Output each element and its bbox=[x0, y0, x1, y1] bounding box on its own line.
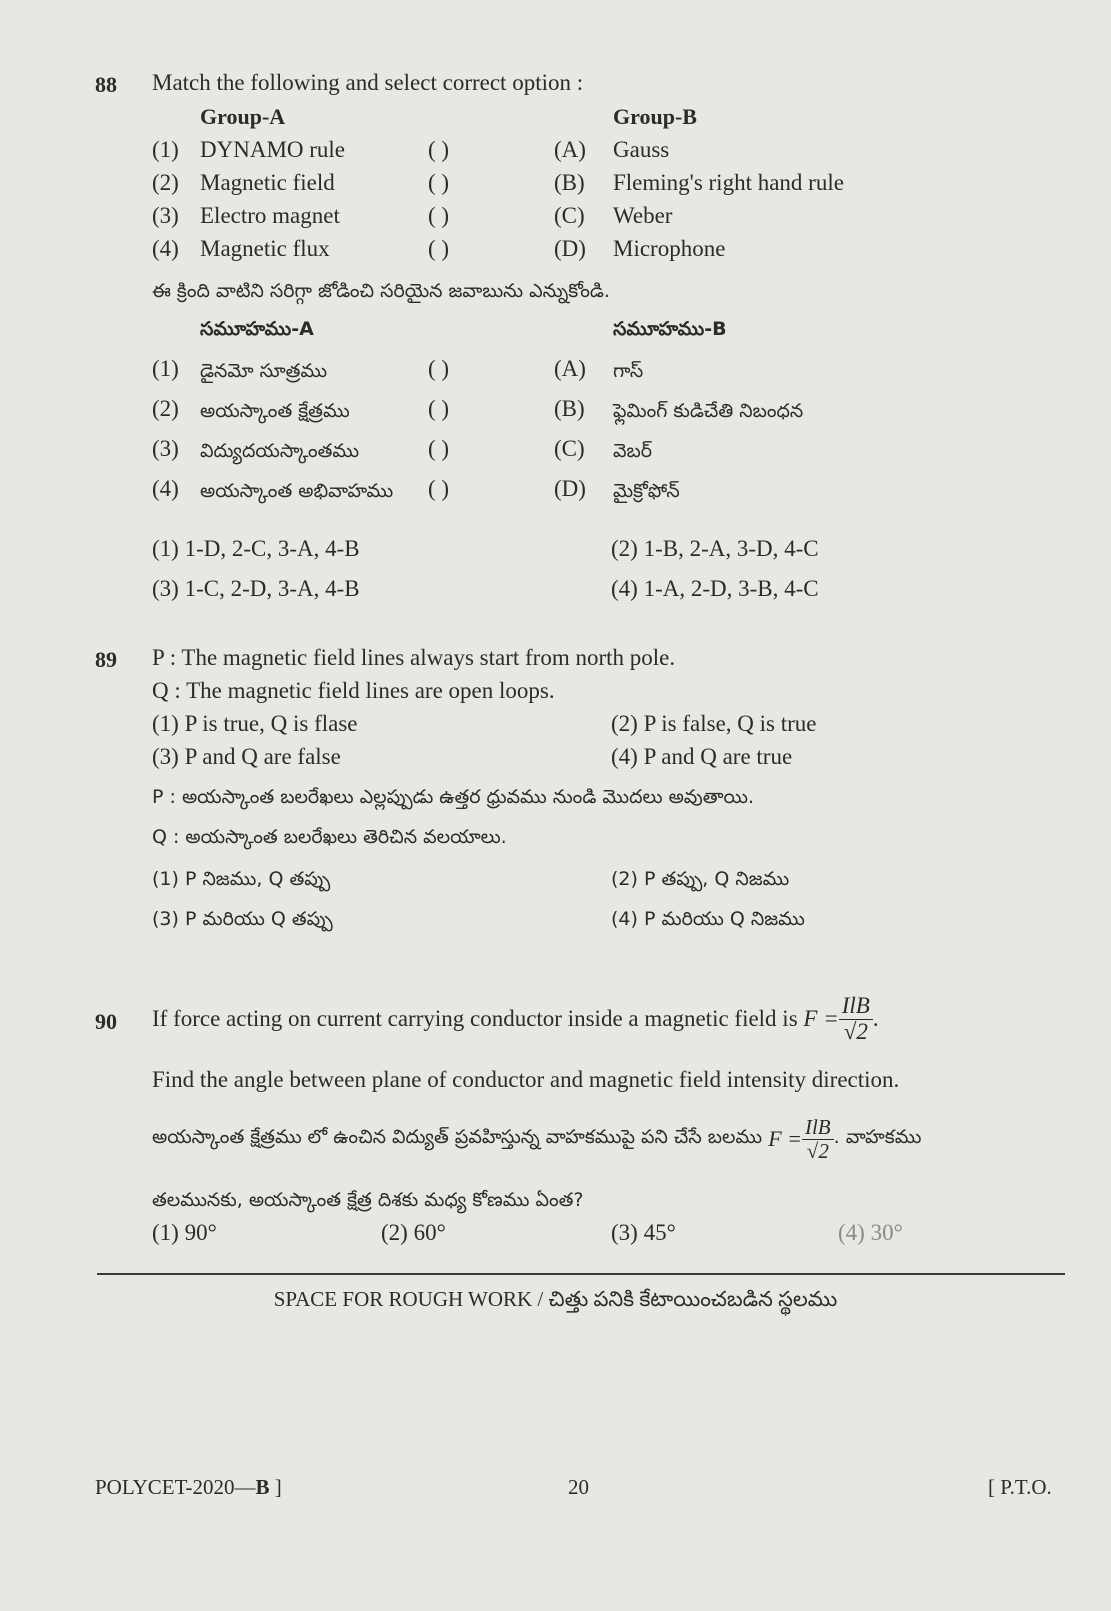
option[interactable] bbox=[611, 908, 805, 935]
formula-lhs: F = bbox=[768, 1126, 802, 1151]
statement-q: Q : The magnetic field lines are open loops. bbox=[152, 678, 555, 703]
option[interactable] bbox=[152, 1220, 217, 1246]
question-number: 89 bbox=[95, 647, 117, 672]
row-item-b: వెబర్ bbox=[613, 440, 653, 462]
option-text: 1-B, 2-A, 3-D, 4-C bbox=[643, 536, 819, 561]
row-item-b: ఫ్లెమింగ్ కుడిచేతి నిబంధన bbox=[613, 400, 804, 422]
row-blank: ( ) bbox=[428, 203, 450, 228]
question-number: 88 bbox=[95, 72, 117, 97]
rough-work-label: SPACE FOR ROUGH WORK / చిత్తు పనికి కేటాయించబడిన స్థలము bbox=[273, 1287, 838, 1311]
row-letter: (C) bbox=[554, 436, 585, 461]
question-number: 90 bbox=[95, 1009, 117, 1034]
row-blank: ( ) bbox=[428, 137, 450, 162]
row-blank: ( ) bbox=[428, 436, 450, 461]
question-stem: Match the following and select correct option : bbox=[152, 70, 584, 95]
question-stem-text: If force acting on current carrying conductor inside a magnetic field is bbox=[152, 1006, 798, 1031]
row-item-a: అయస్కాంత అభివాహము bbox=[200, 480, 394, 502]
option-number: (1) bbox=[152, 711, 179, 736]
row-blank: ( ) bbox=[428, 236, 450, 261]
row-item-a: Magnetic flux bbox=[200, 236, 330, 261]
option-number: (3) bbox=[611, 1220, 638, 1245]
option-number: (2) bbox=[381, 1220, 408, 1245]
option-number: (1) bbox=[152, 536, 179, 561]
group-a-header-telugu: సమూహము-A bbox=[200, 318, 314, 340]
option-text: P is true, Q is flase bbox=[184, 711, 358, 736]
row-letter: (C) bbox=[554, 203, 585, 228]
formula-numerator: IlB bbox=[802, 1116, 834, 1139]
formula-lhs: F = bbox=[803, 1006, 839, 1031]
option-number: (1) bbox=[152, 868, 179, 890]
option-number: (3) bbox=[152, 744, 179, 769]
row-letter: (B) bbox=[554, 396, 585, 421]
option-text: 1-A, 2-D, 3-B, 4-C bbox=[643, 576, 819, 601]
option[interactable] bbox=[611, 1220, 676, 1246]
row-number: (3) bbox=[152, 203, 179, 228]
row-number: (1) bbox=[152, 356, 179, 381]
row-letter: (A) bbox=[554, 137, 586, 162]
option-number: (2) bbox=[611, 536, 638, 561]
option-number: (3) bbox=[152, 908, 179, 930]
exam-code-text: POLYCET-2020— bbox=[95, 1475, 256, 1499]
option[interactable] bbox=[152, 711, 357, 737]
formula-fraction bbox=[802, 1116, 834, 1161]
option[interactable] bbox=[152, 536, 360, 562]
formula-end: . bbox=[872, 1006, 879, 1031]
option-number: (2) bbox=[611, 711, 638, 736]
question-stem-telugu bbox=[152, 1112, 921, 1166]
question-stem-telugu-text: అయస్కాంత క్షేత్రము లో ఉంచిన విద్యుత్ ప్రవహిస్తున్న వాహకముపై పని చేసే బలము bbox=[152, 1125, 763, 1148]
option[interactable] bbox=[838, 1220, 903, 1246]
row-blank: ( ) bbox=[428, 476, 450, 501]
option-number: (4) bbox=[611, 744, 638, 769]
row-number: (3) bbox=[152, 436, 179, 461]
group-a-header: Group-A bbox=[200, 104, 286, 129]
row-letter: (D) bbox=[554, 236, 586, 261]
option-text: 90° bbox=[184, 1220, 217, 1245]
question-stem bbox=[152, 990, 879, 1048]
row-item-a: DYNAMO rule bbox=[200, 137, 346, 162]
statement-q-telugu: Q : అయస్కాంత బలరేఖలు తెరిచిన వలయాలు. bbox=[152, 826, 507, 848]
divider bbox=[97, 1273, 1065, 1275]
option-number: (4) bbox=[838, 1220, 865, 1245]
option[interactable] bbox=[611, 744, 792, 770]
row-blank: ( ) bbox=[428, 356, 450, 381]
option[interactable] bbox=[611, 868, 789, 895]
row-blank: ( ) bbox=[428, 396, 450, 421]
option-text: P మరియు Q నిజము bbox=[643, 908, 805, 930]
option-number: (3) bbox=[152, 576, 179, 601]
pto-label: [ P.T.O. bbox=[988, 1475, 1052, 1499]
option-number: (1) bbox=[152, 1220, 179, 1245]
option[interactable] bbox=[611, 576, 819, 602]
row-number: (2) bbox=[152, 170, 179, 195]
option-text: 30° bbox=[870, 1220, 903, 1245]
exam-code-end: ] bbox=[269, 1475, 282, 1499]
statement-p-telugu: P : అయస్కాంత బలరేఖలు ఎల్లప్పుడు ఉత్తర ధ్రువము నుండి మొదలు అవుతాయి. bbox=[152, 786, 754, 808]
option[interactable] bbox=[611, 711, 816, 737]
row-blank: ( ) bbox=[428, 170, 450, 195]
page-number: 20 bbox=[568, 1475, 589, 1499]
option[interactable] bbox=[152, 744, 341, 770]
row-item-b: Microphone bbox=[613, 236, 726, 261]
row-number: (4) bbox=[152, 236, 179, 261]
question-stem-telugu-end: . వాహకము bbox=[833, 1125, 922, 1148]
row-number: (1) bbox=[152, 137, 179, 162]
option[interactable] bbox=[611, 536, 819, 562]
option[interactable] bbox=[381, 1220, 446, 1246]
row-number: (4) bbox=[152, 476, 179, 501]
row-item-b: Weber bbox=[613, 203, 673, 228]
option-text: 1-D, 2-C, 3-A, 4-B bbox=[184, 536, 360, 561]
formula-denominator: √2 bbox=[843, 1018, 868, 1044]
formula-denominator: √2 bbox=[806, 1138, 829, 1163]
row-item-b: గాస్ bbox=[613, 360, 644, 382]
option-text: P మరియు Q తప్పు bbox=[184, 908, 333, 930]
option-number: (4) bbox=[611, 576, 638, 601]
option-text: P is false, Q is true bbox=[643, 711, 817, 736]
row-number: (2) bbox=[152, 396, 179, 421]
group-b-header: Group-B bbox=[613, 104, 697, 129]
row-letter: (A) bbox=[554, 356, 586, 381]
option[interactable] bbox=[152, 868, 330, 895]
formula-fraction bbox=[839, 994, 873, 1043]
option-text: P and Q are true bbox=[643, 744, 793, 769]
option-number: (4) bbox=[611, 908, 638, 930]
option-text: 45° bbox=[643, 1220, 676, 1245]
exam-code bbox=[95, 1475, 282, 1500]
row-item-a: విద్యుదయస్కాంతము bbox=[200, 440, 360, 462]
row-item-a: Electro magnet bbox=[200, 203, 340, 228]
option[interactable] bbox=[152, 576, 360, 602]
statement-p: P : The magnetic field lines always start from north pole. bbox=[152, 645, 676, 670]
option-text: P and Q are false bbox=[184, 744, 341, 769]
row-letter: (D) bbox=[554, 476, 586, 501]
row-item-b: Fleming's right hand rule bbox=[613, 170, 844, 195]
option-text: P నిజము, Q తప్పు bbox=[184, 868, 331, 890]
row-item-b: Gauss bbox=[613, 137, 670, 162]
row-letter: (B) bbox=[554, 170, 585, 195]
option-number: (2) bbox=[611, 868, 638, 890]
option-text: 1-C, 2-D, 3-A, 4-B bbox=[184, 576, 360, 601]
exam-code-set: B bbox=[255, 1475, 270, 1499]
row-item-a: Magnetic field bbox=[200, 170, 335, 195]
option[interactable] bbox=[152, 908, 333, 935]
option-text: P తప్పు, Q నిజము bbox=[643, 868, 790, 890]
option-text: 60° bbox=[413, 1220, 446, 1245]
row-item-a: డైనమో సూత్రము bbox=[200, 360, 328, 382]
row-item-b: మైక్రోఫోన్ bbox=[613, 480, 680, 502]
formula-numerator: IlB bbox=[839, 994, 873, 1019]
question-stem-telugu-line2: తలమునకు, అయస్కాంత క్షేత్ర దిశకు మధ్య కోణము ఏంత? bbox=[152, 1189, 584, 1211]
row-item-a: అయస్కాంత క్షేత్రము bbox=[200, 400, 350, 422]
group-b-header-telugu: సమూహము-B bbox=[613, 318, 727, 340]
question-stem-telugu: ఈ క్రింది వాటిని సరిగ్గా జోడించి సరియైన జవాబును ఎన్నుకోండి. bbox=[152, 280, 610, 302]
question-stem-line2: Find the angle between plane of conductor and magnetic field intensity direction. bbox=[152, 1067, 900, 1092]
